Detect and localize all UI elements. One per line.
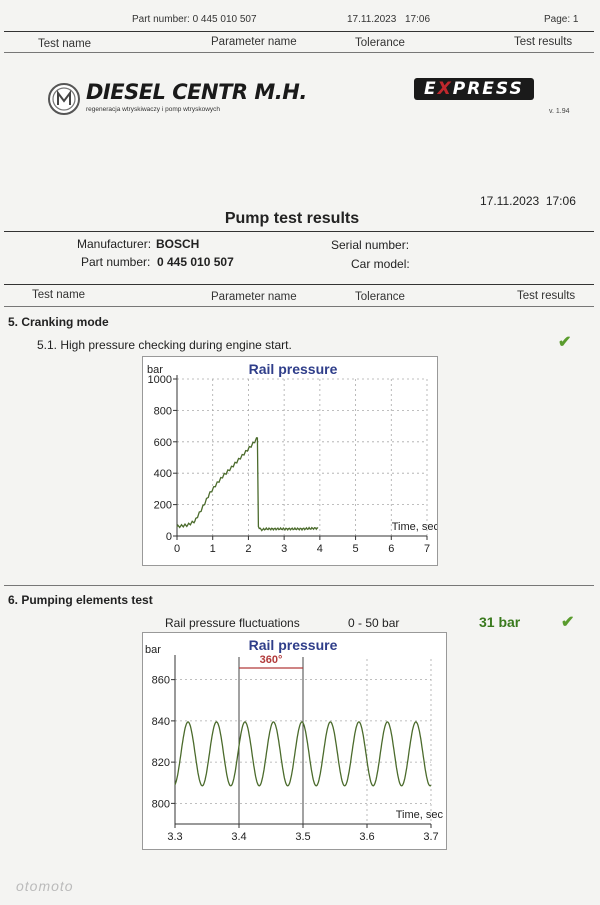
company-subtitle: regeneracja wtryskiwaczy i pomp wtryskowych <box>86 106 221 113</box>
report-title: Pump test results <box>224 210 360 227</box>
x-tick-label: 1 <box>209 543 216 555</box>
x-tick-label: 0 <box>173 543 181 555</box>
col-parameter-name: Parameter name <box>211 291 297 303</box>
chart-pumping-svg <box>143 633 446 849</box>
x-tick-label: 4 <box>316 543 323 555</box>
section-pumping-title: 6. Pumping elements test <box>8 593 153 607</box>
y-tick-label: 600 <box>153 436 172 449</box>
pumping-parameter: Rail pressure fluctuations <box>165 616 300 630</box>
x-tick-label: 3.3 <box>167 831 183 843</box>
x-tick-label: 5 <box>352 543 359 555</box>
y-tick-label: 860 <box>151 674 170 687</box>
x-tick-label: 3.6 <box>359 831 375 843</box>
y-tick-label: 800 <box>153 405 172 418</box>
col-tolerance: Tolerance <box>355 291 405 303</box>
report-datetime: 17.11.2023 17:06 <box>480 194 576 208</box>
col-parameter-name: Parameter name <box>211 36 297 48</box>
header-part-number: Part number: 0 445 010 507 <box>132 14 257 25</box>
x-tick-label: 3 <box>281 543 288 555</box>
y-tick-label: 840 <box>151 715 170 728</box>
pump-logo-icon <box>47 82 81 121</box>
y-axis-label: bar <box>145 644 161 656</box>
pumping-tolerance: 0 - 50 bar <box>348 616 400 630</box>
checkmark-icon: ✔ <box>561 614 575 631</box>
chart-cranking-svg <box>143 357 437 565</box>
divider <box>4 585 594 586</box>
x-tick-label: 2 <box>245 543 252 555</box>
part-number-label: Part number: <box>81 255 151 269</box>
chart-cranking <box>142 356 438 566</box>
part-number-value: 0 445 010 507 <box>157 255 234 269</box>
express-x: X <box>437 79 453 99</box>
col-test-results: Test results <box>517 290 576 302</box>
x-tick-label: 7 <box>423 543 431 555</box>
col-tolerance: Tolerance <box>355 37 405 49</box>
express-post: PRESS <box>452 79 524 99</box>
y-tick-label: 0 <box>165 531 172 543</box>
y-tick-label: 400 <box>153 468 172 481</box>
chart-pumping <box>142 632 447 850</box>
section-cranking-title: 5. Cranking mode <box>8 315 109 329</box>
divider <box>4 52 594 53</box>
watermark: otomoto <box>16 878 74 894</box>
express-pre: E <box>424 79 438 99</box>
x-tick-label: 3.5 <box>295 831 311 843</box>
y-tick-label: 800 <box>151 798 170 811</box>
x-axis-label: Time, sec <box>395 809 443 821</box>
x-tick-label: 6 <box>388 543 395 555</box>
col-test-name: Test name <box>38 38 92 50</box>
header-date: 17.11.2023 <box>347 14 397 25</box>
annotation-label: 360° <box>259 654 283 666</box>
chart-title: Rail pressure <box>248 637 338 653</box>
y-tick-label: 1000 <box>147 374 172 386</box>
serial-number-label: Serial number: <box>331 238 410 252</box>
series-line <box>177 438 318 531</box>
checkmark-icon: ✔ <box>558 334 572 351</box>
header-time: 17:06 <box>405 14 431 25</box>
y-axis-label: bar <box>147 364 163 376</box>
col-test-name: Test name <box>32 289 86 301</box>
express-logo <box>414 78 534 100</box>
version-label: v. 1.94 <box>549 108 570 115</box>
divider <box>4 284 594 285</box>
pumping-result: 31 bar <box>479 614 521 630</box>
cranking-item: 5.1. High pressure checking during engine start. <box>37 338 292 352</box>
header-page: Page: 1 <box>544 14 579 25</box>
manufacturer-value: BOSCH <box>156 237 200 251</box>
col-test-results: Test results <box>514 36 573 48</box>
divider <box>4 231 594 232</box>
divider <box>4 306 594 307</box>
y-tick-label: 200 <box>153 499 172 512</box>
x-axis-label: Time, sec <box>391 521 437 533</box>
manufacturer-label: Manufacturer: <box>77 237 152 251</box>
x-tick-label: 3.7 <box>423 831 439 843</box>
car-model-label: Car model: <box>351 257 410 271</box>
y-tick-label: 820 <box>151 757 170 770</box>
divider <box>4 31 594 32</box>
chart-title: Rail pressure <box>248 361 338 377</box>
company-name: DIESEL CENTR M.H. <box>86 80 307 104</box>
x-tick-label: 3.4 <box>231 831 247 843</box>
